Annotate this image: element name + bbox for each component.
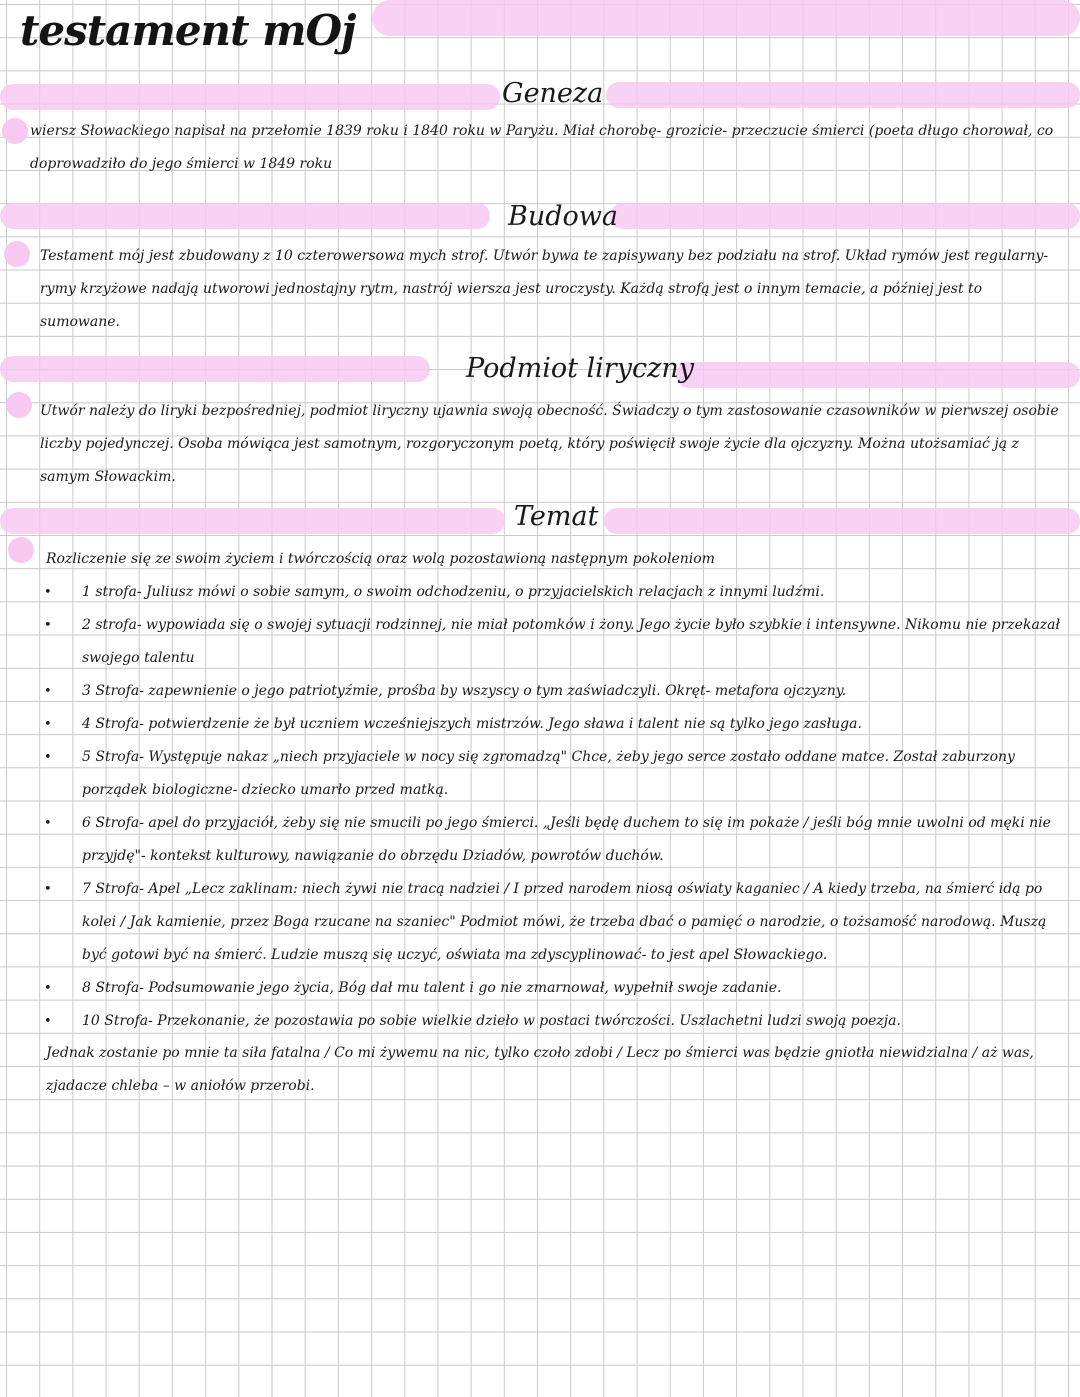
highlight-stroke bbox=[606, 82, 1080, 108]
bullet-dot bbox=[6, 392, 32, 418]
section-closing-temat: Jednak zostanie po mnie ta siła fatalna / Co mi żywemu na nic, tylko czoło zdobi / Lecz po śmierci was będzie gniotła niewidzialna / aż was, zjadacze chleba – w aniołów przerobi. bbox=[46, 1045, 1034, 1094]
highlight-stroke bbox=[610, 203, 1080, 229]
list-item: • 7 Strofa- Apel „Lecz zaklinam: niech żywi nie tracą nadziei / I przed narodem niosą oświaty kaganiec / A kiedy trzeba, na śmierć idą po kolei / Jak kamienie, przez Boga rzucane na szaniec" Podmiot mówi, że trzeba dbać o pamięć o narodzie, o tożsamość narodową. Muszą być gotowi być na śmierć. Ludzie muszą się uczyć, oświata ma zdyscyplinować- to jest apel Słowackiego. bbox=[40, 873, 1065, 972]
list-item: • 1 strofa- Juliusz mówi o sobie samym, o swoim odchodzeniu, o przyjacielskich relacjach z innymi ludźmi. bbox=[40, 576, 1065, 609]
section-heading-podmiot: Podmiot liryczny bbox=[466, 353, 694, 384]
section-intro-temat: Rozliczenie się ze swoim życiem i twórczością oraz wolą pozostawioną następnym pokoleniom bbox=[46, 551, 715, 567]
section-text-geneza: wiersz Słowackiego napisał na przełomie 1839 roku i 1840 roku w Paryżu. Miał chorobę- grozicie- przeczucie śmierci (poeta długo chorował, co doprowadziło do jego śmierci w 1849 roku bbox=[30, 123, 1054, 172]
highlight-stroke bbox=[0, 356, 430, 382]
section-heading-geneza: Geneza bbox=[502, 78, 604, 109]
list-item: • 4 Strofa- potwierdzenie że był uczniem wcześniejszych mistrzów. Jego sława i talent nie są tylko jego zasługa. bbox=[40, 708, 1065, 741]
list-item: • 10 Strofa- Przekonanie, że pozostawia po sobie wielkie dzieło w postaci twórczości. Uszlachetni ludzi swoją poezja. bbox=[40, 1005, 1065, 1038]
list-item: • 3 Strofa- zapewnienie o jego patriotyźmie, prośba by wszyscy o tym zaświadczyli. Okręt- metafora ojczyzny. bbox=[40, 675, 1065, 708]
bullet-dot bbox=[4, 241, 30, 267]
section-text-budowa: Testament mój jest zbudowany z 10 czterowersowa mych strof. Utwór bywa te zapisywany bez podziału na strof. Układ rymów jest regularny- rymy krzyżowe nadają utworowi jednostajny rytm, nastrój wiersza jest uroczysty. Każdą strofą jest o innym temacie, a później jest to sumowane. bbox=[40, 248, 1049, 330]
highlight-stroke bbox=[0, 508, 505, 534]
section-heading-budowa: Budowa bbox=[508, 201, 618, 232]
bullet-dot bbox=[8, 537, 34, 563]
list-item: • 5 Strofa- Występuje nakaz „niech przyjaciele w nocy się zgromadzą" Chce, żeby jego serce zostało oddane matce. Został zaburzony porządek biologiczne- dziecko umarło przed matką. bbox=[40, 741, 1065, 807]
bullet-dot bbox=[2, 118, 28, 144]
highlight-stroke bbox=[604, 508, 1080, 534]
section-heading-temat: Temat bbox=[514, 501, 599, 532]
highlight-stroke bbox=[0, 203, 490, 229]
list-item: • 2 strofa- wypowiada się o swojej sytuacji rodzinnej, nie miał potomków i żony. Jego życie było szybkie i intensywne. Nikomu nie przekazał swojego talentu bbox=[40, 609, 1065, 675]
section-text-podmiot: Utwór należy do liryki bezpośredniej, podmiot liryczny ujawnia swoją obecność. Świadczy o tym zastosowanie czasowników w pierwszej osobie liczby pojedynczej. Osoba mówiąca jest samotnym, rozgoryczonym poetą, który poświęcił swoje życie dla ojczyzny. Można utożsamiać ją z samym Słowackim. bbox=[40, 403, 1059, 485]
highlight-stroke bbox=[372, 0, 1080, 36]
list-item: • 6 Strofa- apel do przyjaciół, żeby się nie smucili po jego śmierci. „Jeśli będę duchem to się im pokaże / jeśli bóg mnie uwolni od męki nie przyjdę"- kontekst kulturowy, nawiązanie do obrzędu Dziadów, powrotów duchów. bbox=[40, 807, 1065, 873]
highlight-stroke bbox=[676, 362, 1080, 388]
list-item: • 8 Strofa- Podsumowanie jego życia, Bóg dał mu talent i go nie zmarnował, wypełnił swoje zadanie. bbox=[40, 972, 1065, 1005]
strofy-list bbox=[40, 576, 1065, 1038]
page-title: testament mOj bbox=[20, 6, 356, 55]
highlight-stroke bbox=[0, 84, 500, 110]
